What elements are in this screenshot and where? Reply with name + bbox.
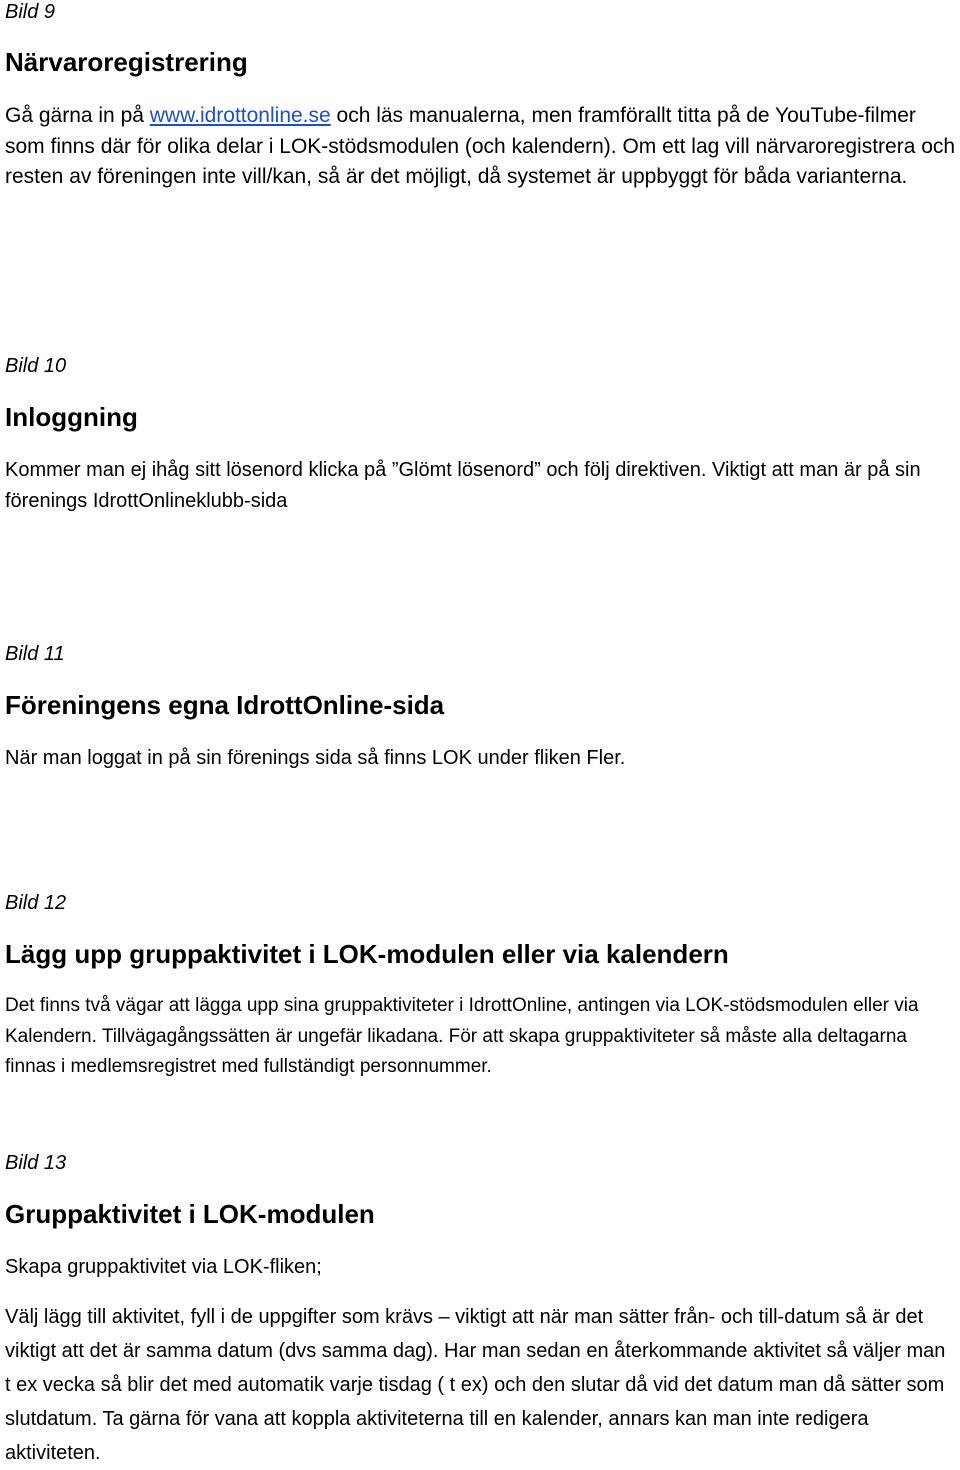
figure-caption-12: Bild 12 bbox=[5, 892, 67, 914]
section-heading-gruppaktivitet-kalender: Lägg upp gruppaktivitet i LOK-modulen eller via kalendern bbox=[5, 939, 729, 969]
paragraph-skapa-gruppaktivitet: Skapa gruppaktivitet via LOK-fliken; bbox=[5, 1256, 322, 1278]
figure-caption-13: Bild 13 bbox=[5, 1152, 67, 1174]
figure-caption-11: Bild 11 bbox=[5, 643, 65, 665]
section-heading-narvaroregistrering: Närvaroregistrering bbox=[5, 47, 248, 77]
idrottonline-link[interactable]: www.idrottonline.se bbox=[149, 104, 331, 127]
figure-caption-10: Bild 10 bbox=[5, 355, 67, 377]
paragraph-foreningens-sida: När man loggat in på sin förenings sida så finns LOK under fliken Fler. bbox=[5, 747, 626, 769]
paragraph-prefix: Gå gärna in på bbox=[5, 104, 150, 127]
paragraph-inloggning: Kommer man ej ihåg sitt lösenord klicka på ”Glömt lösenord” och följ direktiven. Viktigt att man är på sin förenings IdrottOnlineklubb-sida bbox=[5, 459, 921, 512]
section-heading-inloggning: Inloggning bbox=[5, 402, 138, 432]
section-heading-gruppaktivitet-lok: Gruppaktivitet i LOK-modulen bbox=[5, 1199, 375, 1229]
figure-caption-9: Bild 9 bbox=[5, 1, 56, 23]
paragraph-narvaroregistrering bbox=[5, 101, 956, 193]
section-heading-foreningens-sida: Föreningens egna IdrottOnline-sida bbox=[5, 690, 445, 720]
paragraph-valj-aktivitet: Välj lägg till aktivitet, fyll i de uppgifter som krävs – viktigt att när man sätter från- och till-datum så är det viktigt att det är samma datum (dvs samma dag). Har man sedan en återkommande aktivitet så väljer man t ex vecka så blir det med automatik varje tisdag ( t ex) och den slutar då vid det datum man då sätter som slutdatum. Ta gärna för vana att koppla aktiviteterna till en kalender, annars kan man inte redigera aktiviteten. bbox=[5, 1306, 946, 1464]
paragraph-suffix: och läs manualerna, men framförallt titta på de YouTube-filmer som finns där för olika delar i LOK-stödsmodulen (och kalendern). Om ett lag vill närvaroregistrera och resten av föreningen inte vill/kan, så är det möjligt, då systemet är uppbyggt för båda varianterna. bbox=[5, 104, 956, 188]
paragraph-gruppaktivitet-kalender: Det finns två vägar att lägga upp sina gruppaktiviteter i IdrottOnline, antingen via LOK-stödsmodulen eller via Kalendern. Tillvägagångssätten är ungefär likadana. För att skapa gruppaktiviteter så måste alla deltagarna finnas i medlemsregistret med fullständigt personnummer. bbox=[5, 995, 919, 1077]
